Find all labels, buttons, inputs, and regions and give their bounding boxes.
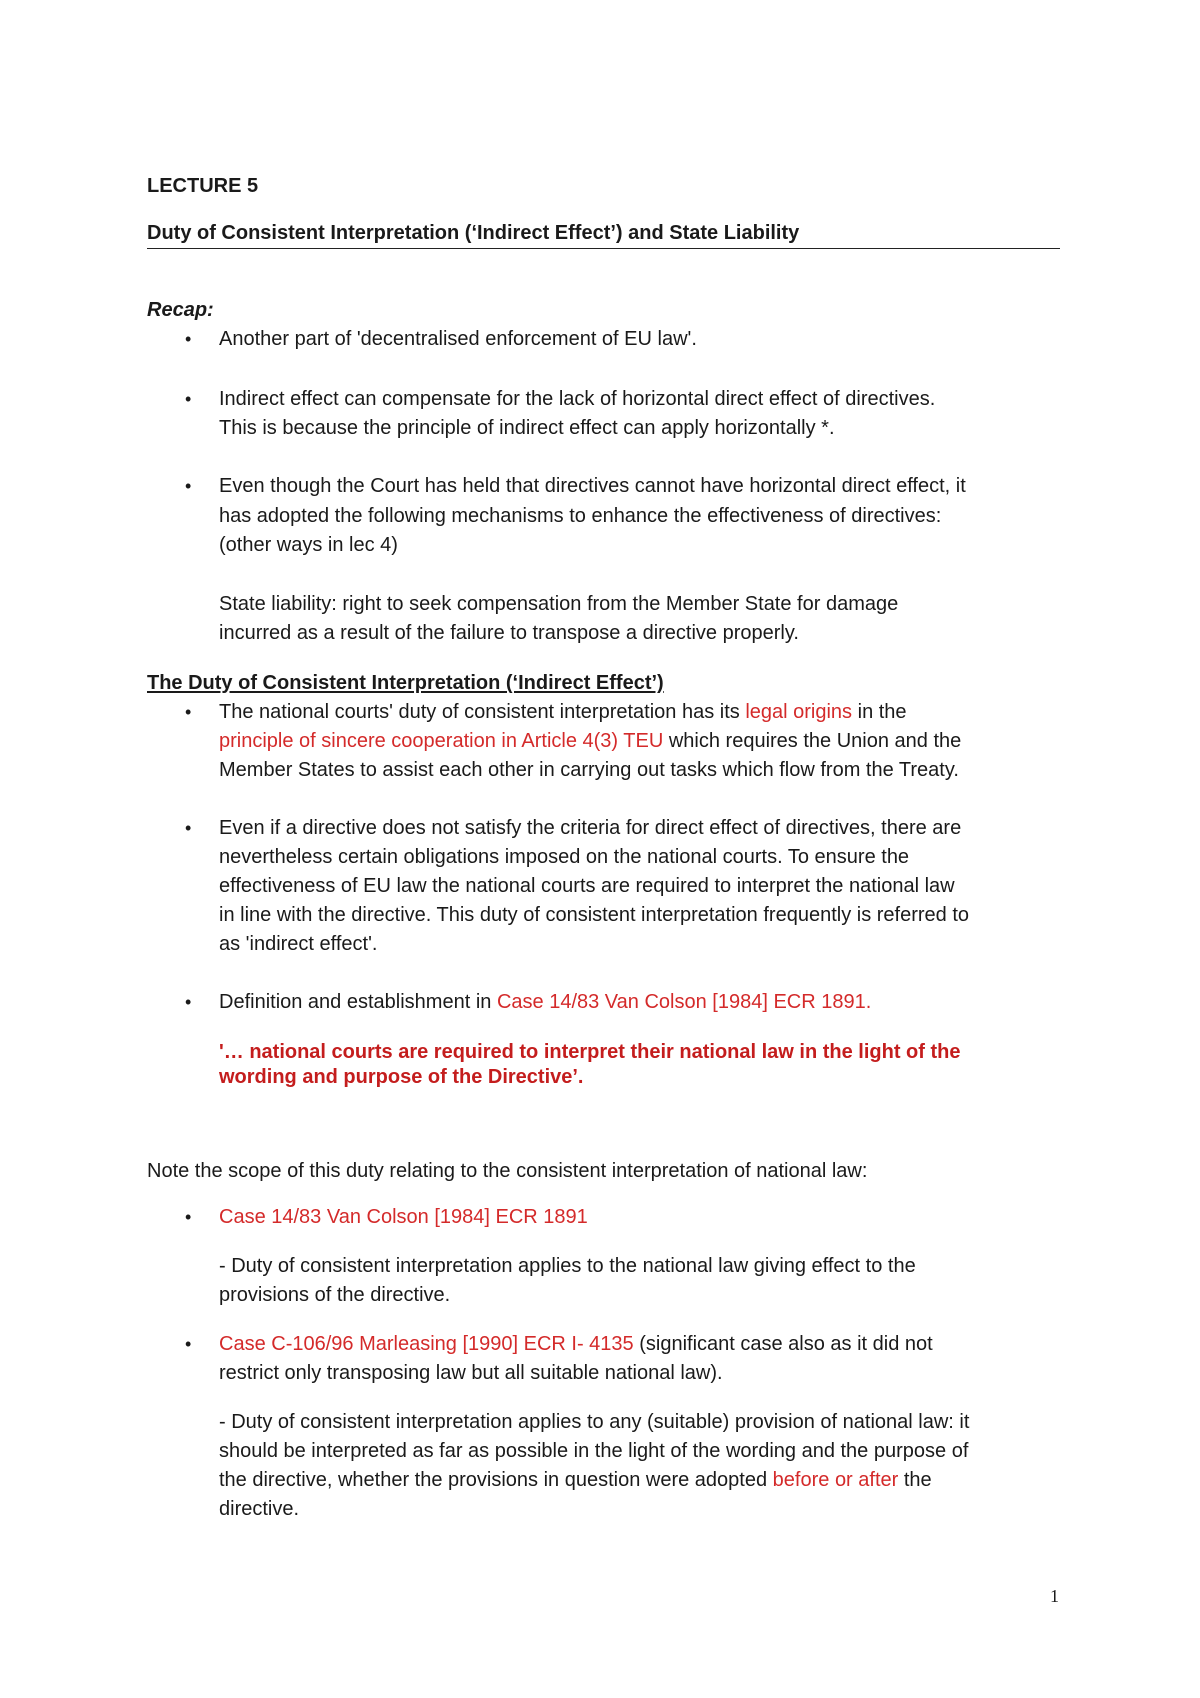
duty-bullet-1-line-1: The national courts' duty of consistent interpretation has its legal origins in the bbox=[219, 701, 907, 723]
case-van-colson: Case 14/83 Van Colson [1984] ECR 1891 bbox=[219, 1206, 588, 1228]
recap-bullet-3-line-2: has adopted the following mechanisms to enhance the effectiveness of directives: bbox=[219, 505, 942, 527]
lecture-label: LECTURE 5 bbox=[147, 175, 259, 197]
page-number: 1 bbox=[1050, 1586, 1059, 1606]
duty-bullet-1-line-2: principle of sincere cooperation in Article 4(3) TEU which requires the Union and the bbox=[219, 730, 962, 752]
scope-intro: Note the scope of this duty relating to the consistent interpretation of national law: bbox=[147, 1160, 868, 1182]
marleasing-desc-line-2: should be interpreted as far as possible in the light of the wording and the purpose of bbox=[219, 1440, 969, 1462]
state-liability-line-1: State liability: right to seek compensation from the Member State for damage bbox=[219, 593, 899, 615]
document-title: Duty of Consistent Interpretation (‘Indirect Effect’) and State Liability bbox=[147, 222, 800, 244]
duty-bullet-2-line-3: effectiveness of EU law the national courts are required to interpret the national law bbox=[219, 875, 955, 897]
recap-bullet-3-line-1: Even though the Court has held that directives cannot have horizontal direct effect, it bbox=[219, 475, 966, 497]
duty-bullet-1-line-3: Member States to assist each other in carrying out tasks which flow from the Treaty. bbox=[219, 759, 959, 781]
title-rule bbox=[147, 248, 1060, 249]
van-colson-desc-line-1: - Duty of consistent interpretation applies to the national law giving effect to the bbox=[219, 1255, 916, 1277]
duty-bullet-2-line-5: as 'indirect effect'. bbox=[219, 933, 378, 955]
marleasing-desc-line-3: the directive, whether the provisions in question were adopted before or after the bbox=[219, 1469, 932, 1491]
duty-bullet-3: Definition and establishment in Case 14/83 Van Colson [1984] ECR 1891. bbox=[219, 991, 872, 1013]
bullet-icon: • bbox=[185, 389, 192, 409]
marleasing-desc-line-1: - Duty of consistent interpretation applies to any (suitable) provision of national law: it bbox=[219, 1411, 970, 1433]
duty-bullet-2-line-4: in line with the directive. This duty of consistent interpretation frequently is referred to bbox=[219, 904, 970, 926]
case-marleasing-line-2: restrict only transposing law but all suitable national law). bbox=[219, 1362, 723, 1384]
bullet-icon: • bbox=[185, 1207, 192, 1227]
bullet-icon: • bbox=[185, 1334, 192, 1354]
bullet-icon: • bbox=[185, 476, 192, 496]
recap-bullet-2-line-2: This is because the principle of indirect effect can apply horizontally *. bbox=[219, 417, 835, 439]
recap-bullet-2-line-1: Indirect effect can compensate for the lack of horizontal direct effect of directives. bbox=[219, 388, 936, 410]
state-liability-line-2: incurred as a result of the failure to transpose a directive properly. bbox=[219, 622, 799, 644]
quote-line-2: wording and purpose of the Directive’. bbox=[219, 1066, 584, 1088]
recap-heading: Recap: bbox=[147, 299, 214, 321]
duty-bullet-2-line-2: nevertheless certain obligations imposed on the national courts. To ensure the bbox=[219, 846, 910, 868]
bullet-icon: • bbox=[185, 702, 192, 722]
case-marleasing-line-1: Case C-106/96 Marleasing [1990] ECR I- 4135 (significant case also as it did not bbox=[219, 1333, 933, 1355]
bullet-icon: • bbox=[185, 818, 192, 838]
quote-line-1: '… national courts are required to interpret their national law in the light of the bbox=[219, 1041, 961, 1063]
duty-heading: The Duty of Consistent Interpretation (‘Indirect Effect’) bbox=[147, 672, 664, 694]
bullet-icon: • bbox=[185, 992, 192, 1012]
recap-bullet-3-line-3: (other ways in lec 4) bbox=[219, 534, 398, 556]
duty-bullet-2-line-1: Even if a directive does not satisfy the criteria for direct effect of directives, there are bbox=[219, 817, 962, 839]
bullet-icon: • bbox=[185, 329, 192, 349]
marleasing-desc-line-4: directive. bbox=[219, 1498, 300, 1520]
recap-bullet-1: Another part of 'decentralised enforcement of EU law'. bbox=[219, 328, 697, 350]
van-colson-desc-line-2: provisions of the directive. bbox=[219, 1284, 451, 1306]
